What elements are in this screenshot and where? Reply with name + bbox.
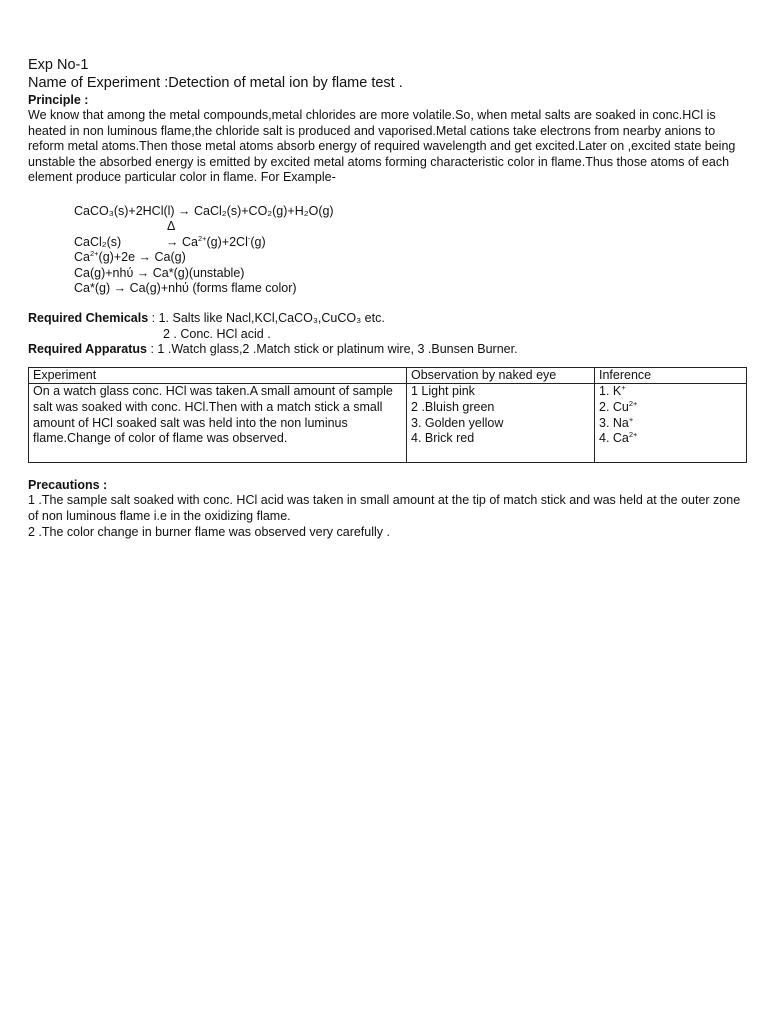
observation-item: 1 Light pink	[411, 384, 475, 399]
equation-2-left: CaCl₂(s)	[74, 234, 122, 249]
inference-ion: 3. Na	[599, 415, 629, 430]
inference-ion: 4. Ca	[599, 431, 629, 446]
results-table	[28, 367, 747, 464]
table-row	[29, 384, 747, 463]
required-chemicals-line-2: 2 . Conc. HCl acid .	[163, 326, 271, 341]
header-inference: Inference	[595, 367, 747, 384]
inference-item	[599, 431, 742, 447]
equations-block	[74, 204, 748, 297]
inference-charge: +	[628, 414, 634, 424]
equation-2	[74, 235, 748, 251]
required-apparatus-line	[28, 342, 748, 358]
experiment-name: Name of Experiment :Detection of metal ion by flame test .	[28, 75, 403, 91]
inference-cell	[595, 384, 747, 463]
equation-3-b: (g)+2e → Ca(g)	[98, 250, 186, 265]
delta-symbol: Δ	[167, 219, 176, 234]
required-apparatus-text: : 1 .Watch glass,2 .Match stick or platinum wire, 3 .Bunsen Burner.	[147, 342, 518, 357]
equation-2-sup2: -	[247, 233, 251, 243]
table-header-row	[29, 367, 747, 384]
required-chemicals-text: : 1. Salts like Nacl,KCl,CaCO₃,CuCO₃ etc.	[148, 310, 385, 325]
header-observation: Observation by naked eye	[407, 367, 595, 384]
principle-text: We know that among the metal compounds,metal chlorides are more volatile.So, when metal salts are soaked in conc.HCl is heated in non luminous flame,the chloride salt is produced and vaporised.Metal cations take electrons from nearby anions to reform metal atoms.Then those metal atoms absorb energy of required wavelength and get excited.Later on ,excited state being unstable the absorbed energy is emitted by excited metal atoms forming characteristic color in flame.Thus those atoms of each element produce particular color in flame. For Example-	[28, 108, 736, 185]
precaution-item: 2 .The color change in burner flame was observed very carefully .	[28, 524, 390, 539]
inference-ion: 1. K	[599, 384, 622, 399]
precaution-item: 1 .The sample salt soaked with conc. HCl acid was taken in small amount at the tip of match stick and was held at the outer zone of non luminous flame i.e in the oxidizing flame.	[28, 493, 741, 523]
equation-2-sup: 2+	[197, 233, 207, 243]
inference-charge: 2+	[628, 430, 638, 440]
inference-charge: +	[621, 383, 626, 393]
precautions-heading: Precautions :	[28, 478, 108, 493]
required-chemicals-line	[28, 311, 748, 327]
observation-item: 3. Golden yellow	[411, 415, 504, 430]
required-apparatus-label: Required Apparatus	[28, 342, 148, 357]
inference-item	[599, 416, 742, 432]
header-experiment: Experiment	[29, 367, 407, 384]
equation-1: CaCO₃(s)+2HCl(l) → CaCl₂(s)+CO₂(g)+H₂O(g)	[74, 203, 334, 218]
inference-item	[599, 384, 742, 400]
observation-item: 2 .Bluish green	[411, 399, 495, 414]
required-chemicals-label: Required Chemicals	[28, 310, 149, 325]
equation-5: Ca*(g) → Ca(g)+nhύ (forms flame color)	[74, 281, 297, 296]
equation-2-right-a: → Ca	[166, 234, 198, 249]
equation-2-right-c: (g)	[250, 234, 266, 249]
inference-ion: 2. Cu	[599, 399, 629, 414]
experiment-number: Exp No-1	[28, 57, 89, 73]
equation-4: Ca(g)+nhύ → Ca*(g)(unstable)	[74, 265, 245, 280]
precautions-section	[28, 477, 748, 540]
equation-2-right-b: (g)+2Cl	[206, 234, 248, 249]
equation-3-a: Ca	[74, 250, 90, 265]
experiment-cell: On a watch glass conc. HCl was taken.A small amount of sample salt was soaked with conc. HCl.Then with a match stick a small amount of HCl soaked salt was held into the non luminus flame.Change of color of flame was observed.	[29, 384, 407, 463]
equation-3	[74, 250, 748, 266]
inference-item	[599, 400, 742, 416]
observation-cell	[407, 384, 595, 463]
observation-item: 4. Brick red	[411, 431, 475, 446]
required-section	[28, 311, 748, 358]
document-page	[28, 56, 748, 540]
inference-charge: 2+	[628, 398, 638, 408]
principle-heading: Principle :	[28, 93, 89, 107]
equation-3-sup: 2+	[89, 249, 99, 259]
